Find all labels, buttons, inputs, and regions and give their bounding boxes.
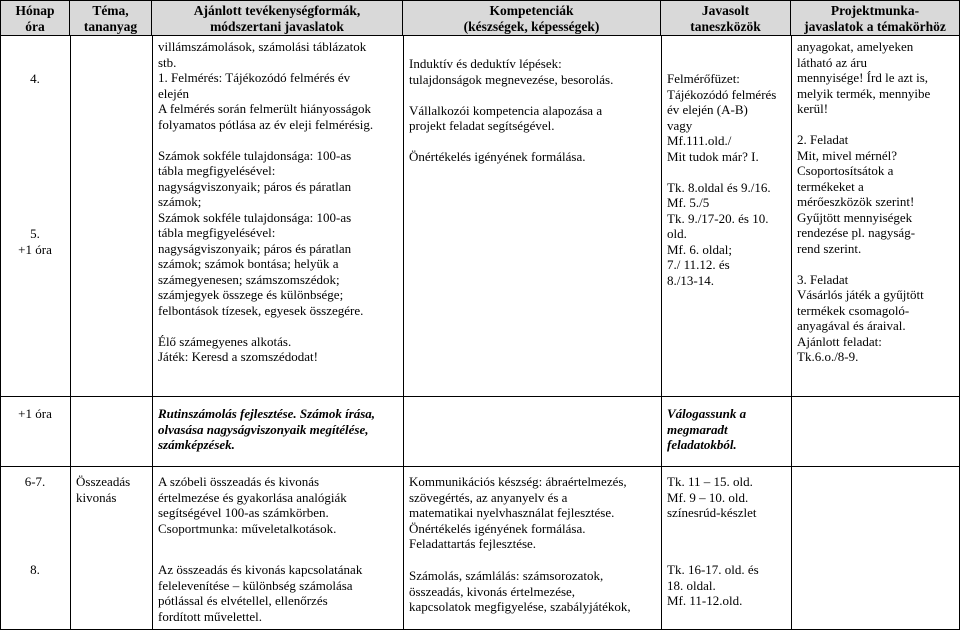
tools-block3-a [667, 474, 757, 521]
grid-line [403, 36, 404, 630]
project-line: melyik termék, mennyibe [797, 85, 931, 101]
methods-line: Élő számegyenes alkotás. [158, 333, 292, 349]
tools-block1 [667, 71, 776, 288]
header-projects [791, 0, 960, 36]
hour-8: 8. [30, 562, 40, 577]
methods-line: Játék: Keresd a szomszédodat! [158, 349, 318, 364]
methods-line: Csoportmunka: műveletalkotások. [158, 520, 337, 536]
header-tools-line2: taneszközök [690, 19, 761, 34]
grid-line [0, 36, 1, 630]
competency-line: Vállalkozói kompetencia alapozása a [409, 102, 603, 118]
methods-line: értelmezése és gyakorlása analógiák [158, 489, 347, 505]
methods-line: Számok sokféle tulajdonsága: 100-as [158, 147, 352, 163]
project-line: Csoportosítsátok a [797, 163, 894, 178]
hour-6-7: 6-7. [24, 474, 46, 489]
competency-line: Önértékelés igényének formálása. [409, 149, 586, 164]
methods-block1 [158, 39, 373, 365]
competency-line: Induktív és deduktív lépések: [409, 56, 562, 71]
tool-line: Válogassunk a [667, 406, 747, 421]
tool-line: old. [667, 226, 687, 241]
tool-line: feladatokból. [667, 437, 737, 452]
tool-line: Mf. 6. oldal; [667, 241, 732, 257]
project-line: termékeket a [797, 178, 864, 194]
methods-line: A felmérés során felmerült hiányosságok [158, 101, 371, 116]
hour-5-number: 5. [30, 226, 40, 241]
header-month-hour [0, 0, 70, 36]
methods-line: tábla megfigyelésével: [158, 225, 276, 240]
methods-line: számegyenesen; számszomszédok; [158, 271, 340, 287]
methods-block2 [158, 406, 375, 453]
methods-line: felbontások tízesek, egyesek összegére. [158, 302, 364, 318]
project-line: 2. Feladat [797, 132, 849, 147]
methods-line: villámszámolások, számolási táblázatok [158, 39, 367, 54]
methods-line: folyamatos pótlása az év eleji felmérésig. [158, 116, 374, 132]
spacer [409, 87, 613, 103]
spacer [158, 132, 373, 148]
tool-line: Mf. 11-12.old. [667, 593, 743, 608]
competency-line: kapcsolatok megfigyelése, szabályjátékok, [409, 599, 631, 614]
project-line: Tk.6.o./8-9. [797, 349, 859, 364]
methods-block3-a [158, 474, 347, 536]
header-competencies [403, 0, 661, 36]
hour-4: 4. [30, 71, 40, 86]
tool-line: év elején (A-B) [667, 102, 748, 117]
competency-line: szövegértés, az anyanyelv és a [409, 489, 568, 505]
header-tools [661, 0, 791, 36]
methods-line: pótlással és elvétellel, ellenőrzés [158, 593, 328, 608]
grid-line [0, 396, 960, 397]
competencies-block1 [409, 56, 613, 165]
spacer [797, 117, 930, 133]
header-competencies-line1: Kompetenciák [489, 3, 574, 18]
competencies-block3-b [409, 568, 631, 615]
project-line: Vásárlós játék a gyűjtött [797, 287, 924, 302]
tool-line: Tájékozódó felmérés [667, 86, 777, 102]
tool-line: Tk. 9./17-20. és 10. [667, 210, 769, 226]
topic-block3 [76, 474, 130, 505]
project-line: anyagával és áraival. [797, 318, 906, 333]
grid-line [70, 36, 71, 630]
methods-line: számképzések. [158, 437, 235, 452]
methods-line: nagyságviszonyaik; páros és páratlan [158, 178, 352, 194]
grid-line [0, 466, 960, 467]
hour-extra: +1 óra [18, 406, 52, 421]
methods-line: elején [158, 85, 190, 101]
tool-line: 7./ 11.12. és [667, 257, 730, 272]
project-line: látható az áru [797, 54, 868, 70]
grid-line [152, 36, 153, 630]
tool-line: Tk. 16-17. old. és [667, 562, 759, 577]
tool-line: vagy [667, 117, 693, 133]
hour-5-extra: +1 óra [18, 241, 52, 257]
tool-line: Tk. 11 – 15. old. [667, 474, 753, 489]
competency-line: Feladattartás fejlesztése. [409, 536, 537, 551]
tool-line: 8./13-14. [667, 272, 714, 288]
spacer [667, 164, 776, 180]
topic-line: Összeadás [76, 474, 131, 489]
methods-line: 1. Felmérés: Tájékozódó felmérés év [158, 70, 351, 85]
tool-line: 18. oldal. [667, 577, 716, 593]
project-line: kerül! [797, 101, 829, 116]
methods-line: Az összeadás és kivonás kapcsolatának [158, 562, 363, 577]
header-methods-line2: módszertani javaslatok [210, 19, 344, 34]
grid-line [791, 36, 792, 630]
project-line: anyagokat, amelyeken [797, 39, 914, 54]
tool-line: Mit tudok már? I. [667, 148, 759, 164]
hour-5 [0, 226, 70, 257]
competency-line: matematikai nyelvhasználat fejlesztése. [409, 505, 615, 520]
project-line: Mit, mivel mérnél? [797, 147, 898, 163]
header-topic-line2: tananyag [83, 19, 138, 34]
tools-block2 [667, 406, 746, 453]
methods-line: Rutinszámolás fejlesztése. Számok írása, [158, 406, 376, 421]
header-hour: óra [25, 19, 45, 34]
project-line: 3. Feladat [797, 271, 849, 287]
tools-block3-b [667, 562, 759, 609]
competency-line: tulajdonságok megnevezése, besorolás. [409, 71, 614, 87]
methods-line: A szóbeli összeadás és kivonás [158, 474, 320, 489]
tool-line: megmaradt [667, 421, 728, 437]
methods-line: segítségével 100-as számkörben. [158, 505, 329, 520]
competencies-block3-a [409, 474, 627, 552]
grid-line [661, 36, 662, 630]
methods-line: tábla megfigyelésével: [158, 163, 276, 178]
methods-line: számjegyek összege és különbsége; [158, 287, 344, 302]
header-methods [152, 0, 403, 36]
project-line: Ajánlott feladat: [797, 333, 882, 349]
project-line: rendezése pl. nagyság- [797, 225, 916, 240]
methods-block3-b [158, 562, 362, 624]
project-line: mennyisége! Írd le azt is, [797, 70, 929, 85]
competency-line: Számolás, számlálás: számsorozatok, [409, 568, 604, 583]
competency-line: Önértékelés igényének formálása. [409, 520, 586, 536]
projects-block1 [797, 39, 930, 365]
methods-line: felelevenítése – különbség számolása [158, 577, 353, 593]
spacer [158, 318, 373, 334]
tool-line: Mf. 5./5 [667, 195, 710, 210]
header-month: Hónap [15, 3, 55, 18]
competency-line: projekt feladat segítségével. [409, 118, 555, 133]
header-methods-line1: Ajánlott tevékenységformák, [193, 3, 361, 18]
competency-line: összeadás, kivonás értelmezése, [409, 583, 576, 599]
project-line: termékek csomagoló- [797, 302, 910, 318]
header-tools-line1: Javasolt [701, 3, 750, 18]
project-line: rend szerint. [797, 240, 862, 256]
methods-line: olvasása nagyságviszonyaik megítélése, [158, 421, 369, 437]
methods-line: fordított művelettel. [158, 608, 262, 624]
tool-line: Felmérőfüzet: [667, 71, 740, 86]
methods-line: nagyságviszonyaik; páros és páratlan [158, 240, 352, 256]
project-line: mérőeszközök szerint! [797, 194, 915, 209]
tool-line: Tk. 8.oldal és 9./16. [667, 179, 771, 195]
project-line: Gyűjtött mennyiségek [797, 209, 913, 225]
methods-line: Számok sokféle tulajdonsága: 100-as [158, 209, 352, 225]
header-projects-line2: javaslatok a témakörhöz [804, 19, 946, 34]
header-topic-line1: Téma, [92, 3, 129, 18]
tool-line: Mf. 9 – 10. old. [667, 489, 749, 505]
header-topic [70, 0, 152, 36]
header-competencies-line2: (készségek, képességek) [463, 19, 600, 34]
competency-line: Kommunikációs készség: ábraértelmezés, [409, 474, 627, 489]
spacer [409, 134, 613, 150]
methods-line: számok; számok bontása; helyük a [158, 256, 339, 271]
tool-line: színesrúd-készlet [667, 505, 757, 520]
header-projects-line1: Projektmunka- [830, 3, 920, 18]
methods-line: stb. [158, 54, 177, 70]
spacer [797, 256, 930, 272]
methods-line: számok; [158, 194, 202, 209]
topic-line: kivonás [76, 489, 117, 505]
tool-line: Mf.111.old./ [667, 133, 732, 148]
